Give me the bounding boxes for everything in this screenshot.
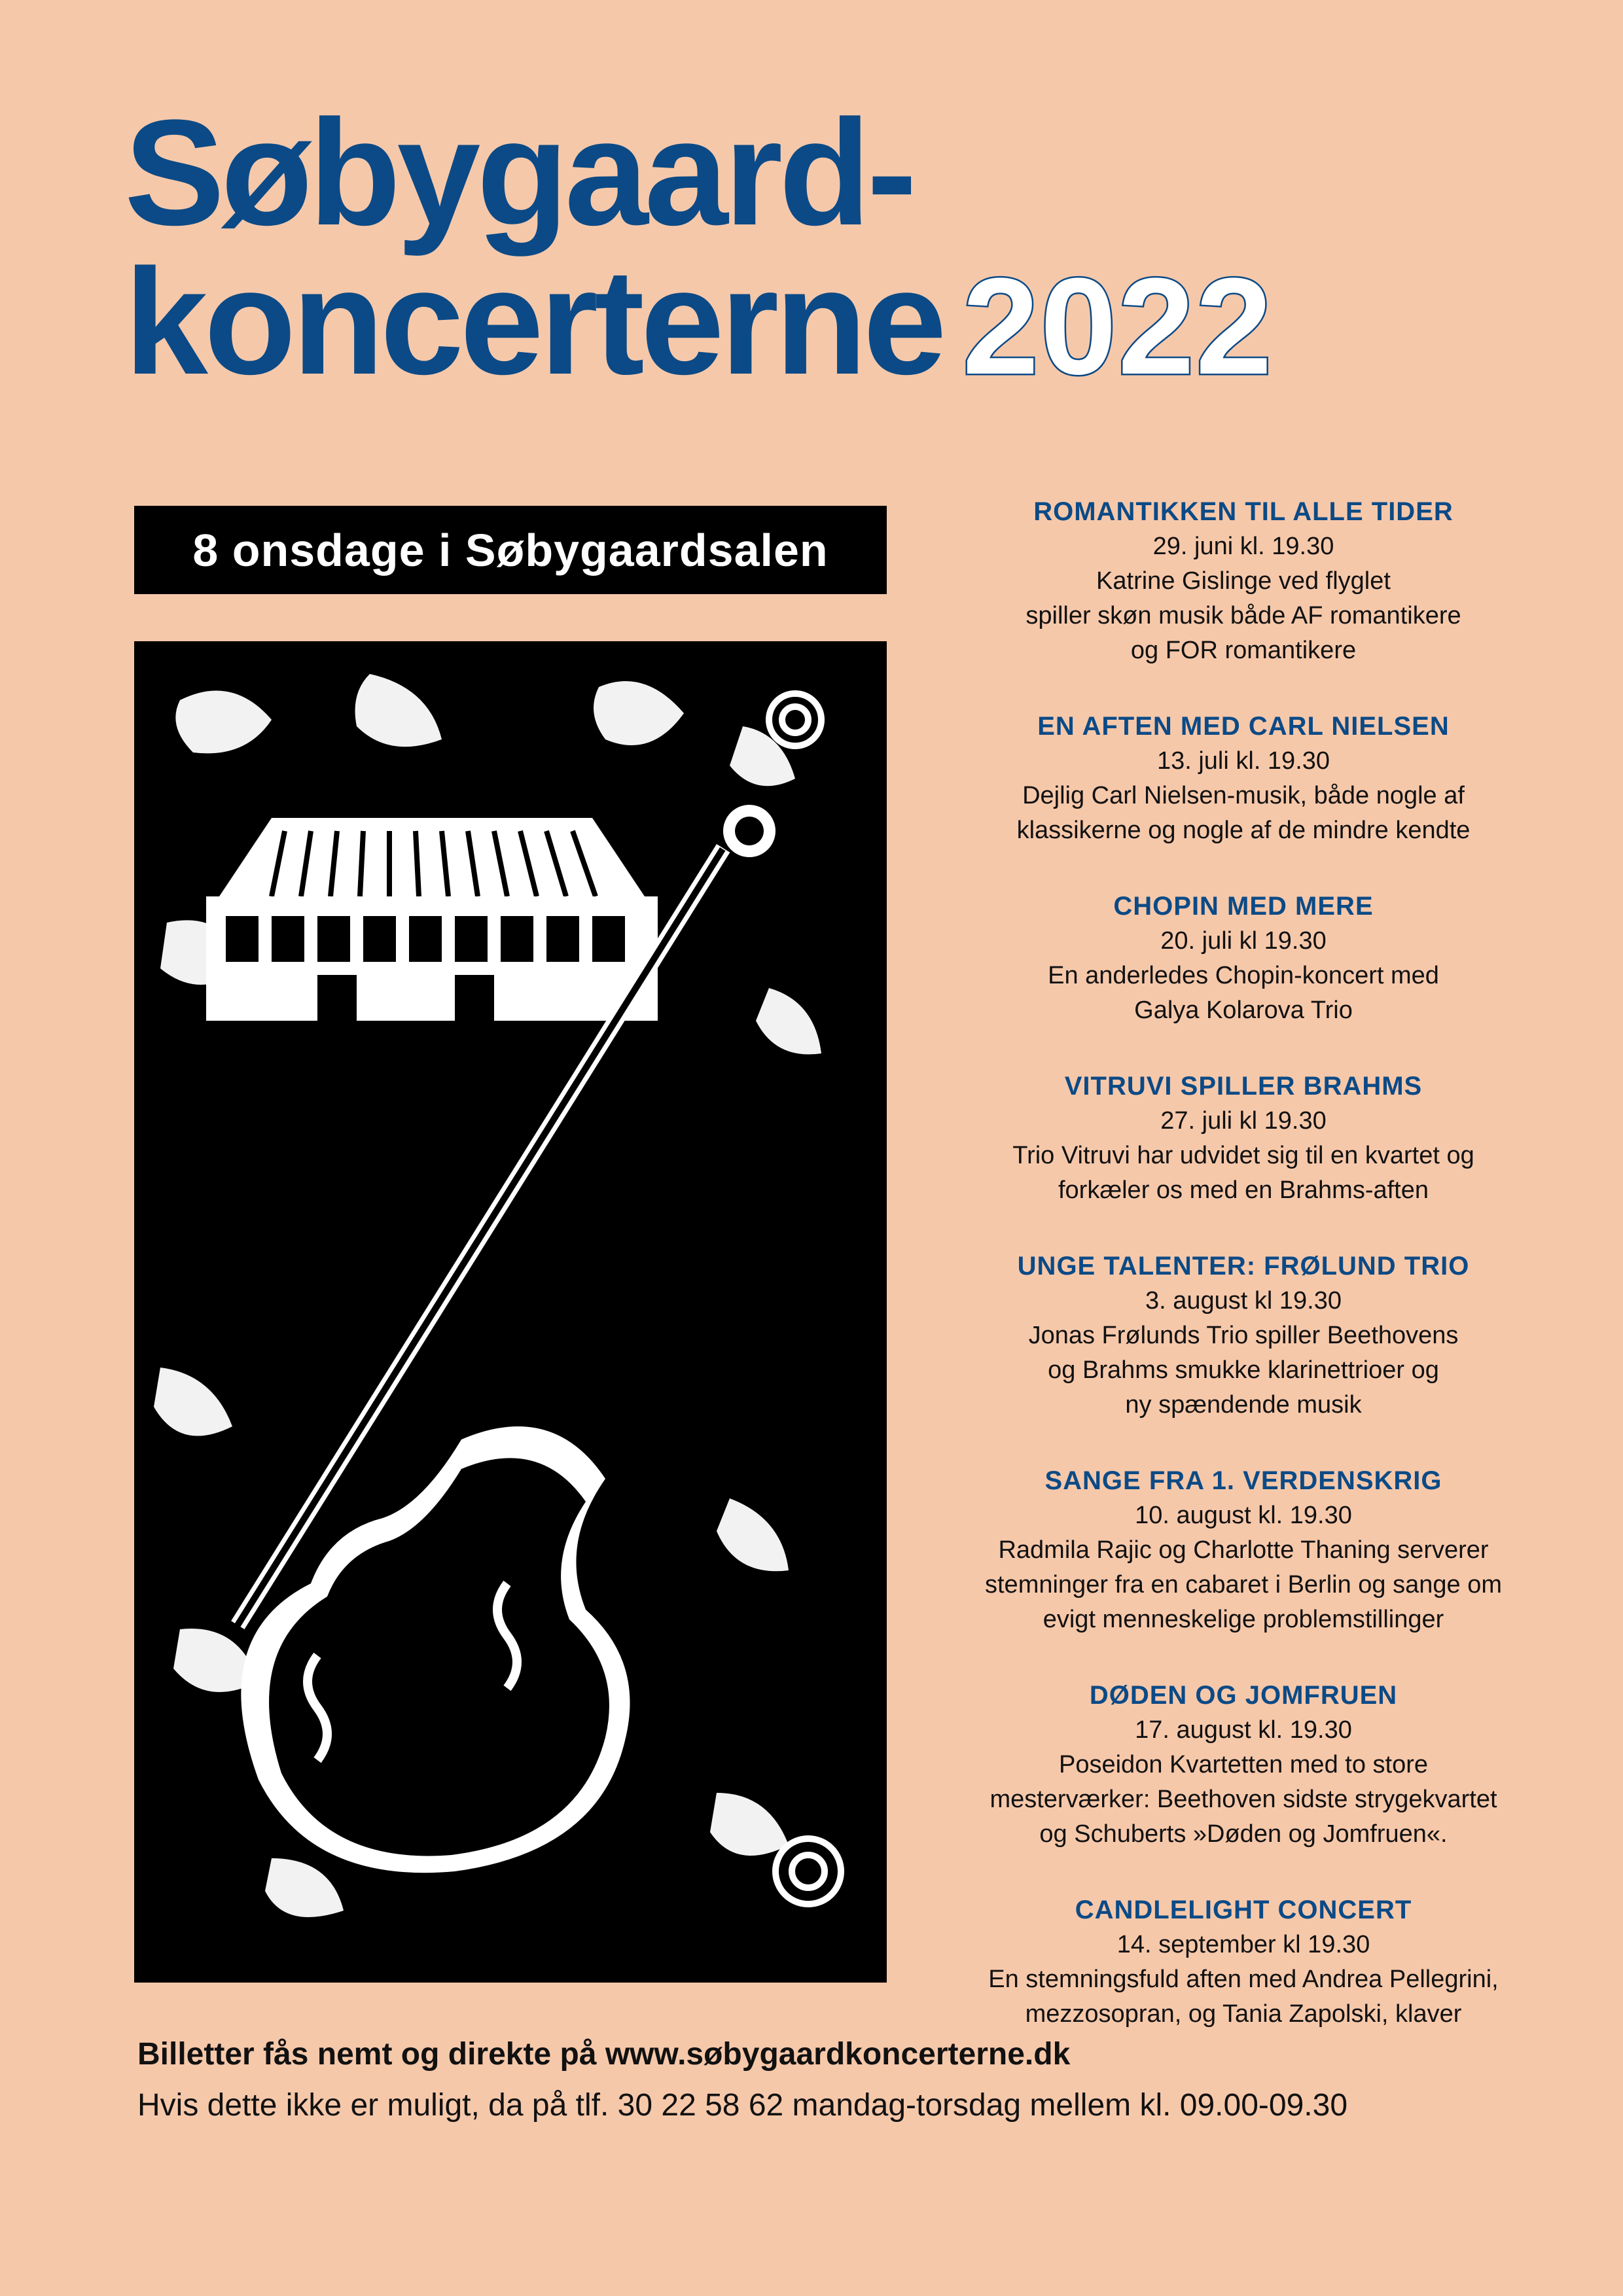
concert-description: mesterværker: Beethoven sidste strygekvartet [990, 1786, 1497, 1813]
concert-date: 14. september kl 19.30 [1116, 1931, 1370, 1958]
concert-title: SANGE FRA 1. VERDENSKRIG [1044, 1466, 1442, 1495]
concert-description: og Schuberts »Døden og Jomfruen«. [1039, 1820, 1448, 1848]
concert-date: 29. juni kl. 19.30 [1152, 533, 1334, 560]
concert-item [929, 709, 1558, 848]
concert-date: 3. august kl 19.30 [1145, 1287, 1342, 1315]
concert-description: Radmila Rajic og Charlotte Thaning serverer [998, 1536, 1489, 1564]
artwork-illustration [141, 648, 880, 1976]
subtitle-banner [134, 506, 887, 594]
concert-date: 27. juli kl 19.30 [1160, 1107, 1327, 1135]
concert-date: 10. august kl. 19.30 [1135, 1502, 1352, 1529]
concert-list [929, 494, 1558, 2072]
concert-title: UNGE TALENTER: FRØLUND TRIO [1017, 1252, 1470, 1280]
concert-title: EN AFTEN MED CARL NIELSEN [1037, 712, 1450, 741]
title-year: 2022 [962, 249, 1274, 403]
concert-description: og Brahms smukke klarinettrioer og [1048, 1356, 1439, 1384]
concert-description: mezzosopran, og Tania Zapolski, klaver [1025, 2000, 1462, 2028]
concert-date: 13. juli kl. 19.30 [1156, 747, 1330, 775]
concert-title: VITRUVI SPILLER BRAHMS [1064, 1072, 1423, 1101]
page-title [124, 88, 1274, 406]
concert-title: CHOPIN MED MERE [1113, 892, 1374, 921]
concert-description: Poseidon Kvartetten med to store [1059, 1751, 1428, 1778]
concert-title: CANDLELIGHT CONCERT [1075, 1896, 1412, 1924]
concert-description: Katrine Gislinge ved flyglet [1096, 567, 1391, 595]
concert-description: Trio Vitruvi har udvidet sig til en kvartet og [1012, 1142, 1474, 1169]
concert-item [929, 1069, 1558, 1208]
concert-description: stemninger fra en cabaret i Berlin og sange om [985, 1571, 1502, 1598]
title-line-1: Søbygaard- [124, 88, 914, 256]
concert-description: klassikerne og nogle af de mindre kendte [1016, 817, 1471, 844]
concert-item [929, 1678, 1558, 1852]
concert-title: ROMANTIKKEN TIL ALLE TIDER [1033, 497, 1454, 526]
concert-date: 20. juli kl 19.30 [1160, 927, 1327, 955]
ticket-info: Billetter fås nemt og direkte på www.søbygaardkoncerterne.dk [137, 2037, 1071, 2072]
concert-description: ny spændende musik [1125, 1391, 1362, 1419]
title-word: koncerterne [124, 238, 943, 406]
subtitle-text: 8 onsdage i Søbygaardsalen [192, 524, 829, 576]
concert-description: En stemningsfuld aften med Andrea Pellegrini, [988, 1966, 1499, 1993]
footer [137, 2032, 1577, 2128]
papercut-cello-manor-icon [134, 641, 887, 1983]
concert-description: forkæler os med en Brahms-aften [1058, 1176, 1429, 1204]
concert-description: Jonas Frølunds Trio spiller Beethovens [1028, 1322, 1459, 1349]
concert-description: evigt menneskelige problemstillinger [1043, 1606, 1444, 1633]
concert-description: En anderledes Chopin-koncert med [1048, 962, 1439, 989]
title-line-2 [124, 238, 1274, 406]
concert-description: Galya Kolarova Trio [1134, 997, 1353, 1024]
concert-title: DØDEN OG JOMFRUEN [1089, 1681, 1398, 1710]
concert-item [929, 1248, 1558, 1422]
concert-item [929, 1463, 1558, 1637]
concert-item [929, 1892, 1558, 2032]
concert-description: Dejlig Carl Nielsen-musik, både nogle af [1022, 782, 1465, 809]
phone-info: Hvis dette ikke er muligt, da på tlf. 30 22 58 62 mandag-torsdag mellem kl. 09.00-09.30 [137, 2088, 1348, 2123]
concert-item [929, 889, 1558, 1028]
concert-item [929, 494, 1558, 668]
concert-date: 17. august kl. 19.30 [1135, 1716, 1352, 1744]
concert-description: og FOR romantikere [1130, 637, 1357, 664]
concert-description: spiller skøn musik både AF romantikere [1026, 602, 1461, 629]
